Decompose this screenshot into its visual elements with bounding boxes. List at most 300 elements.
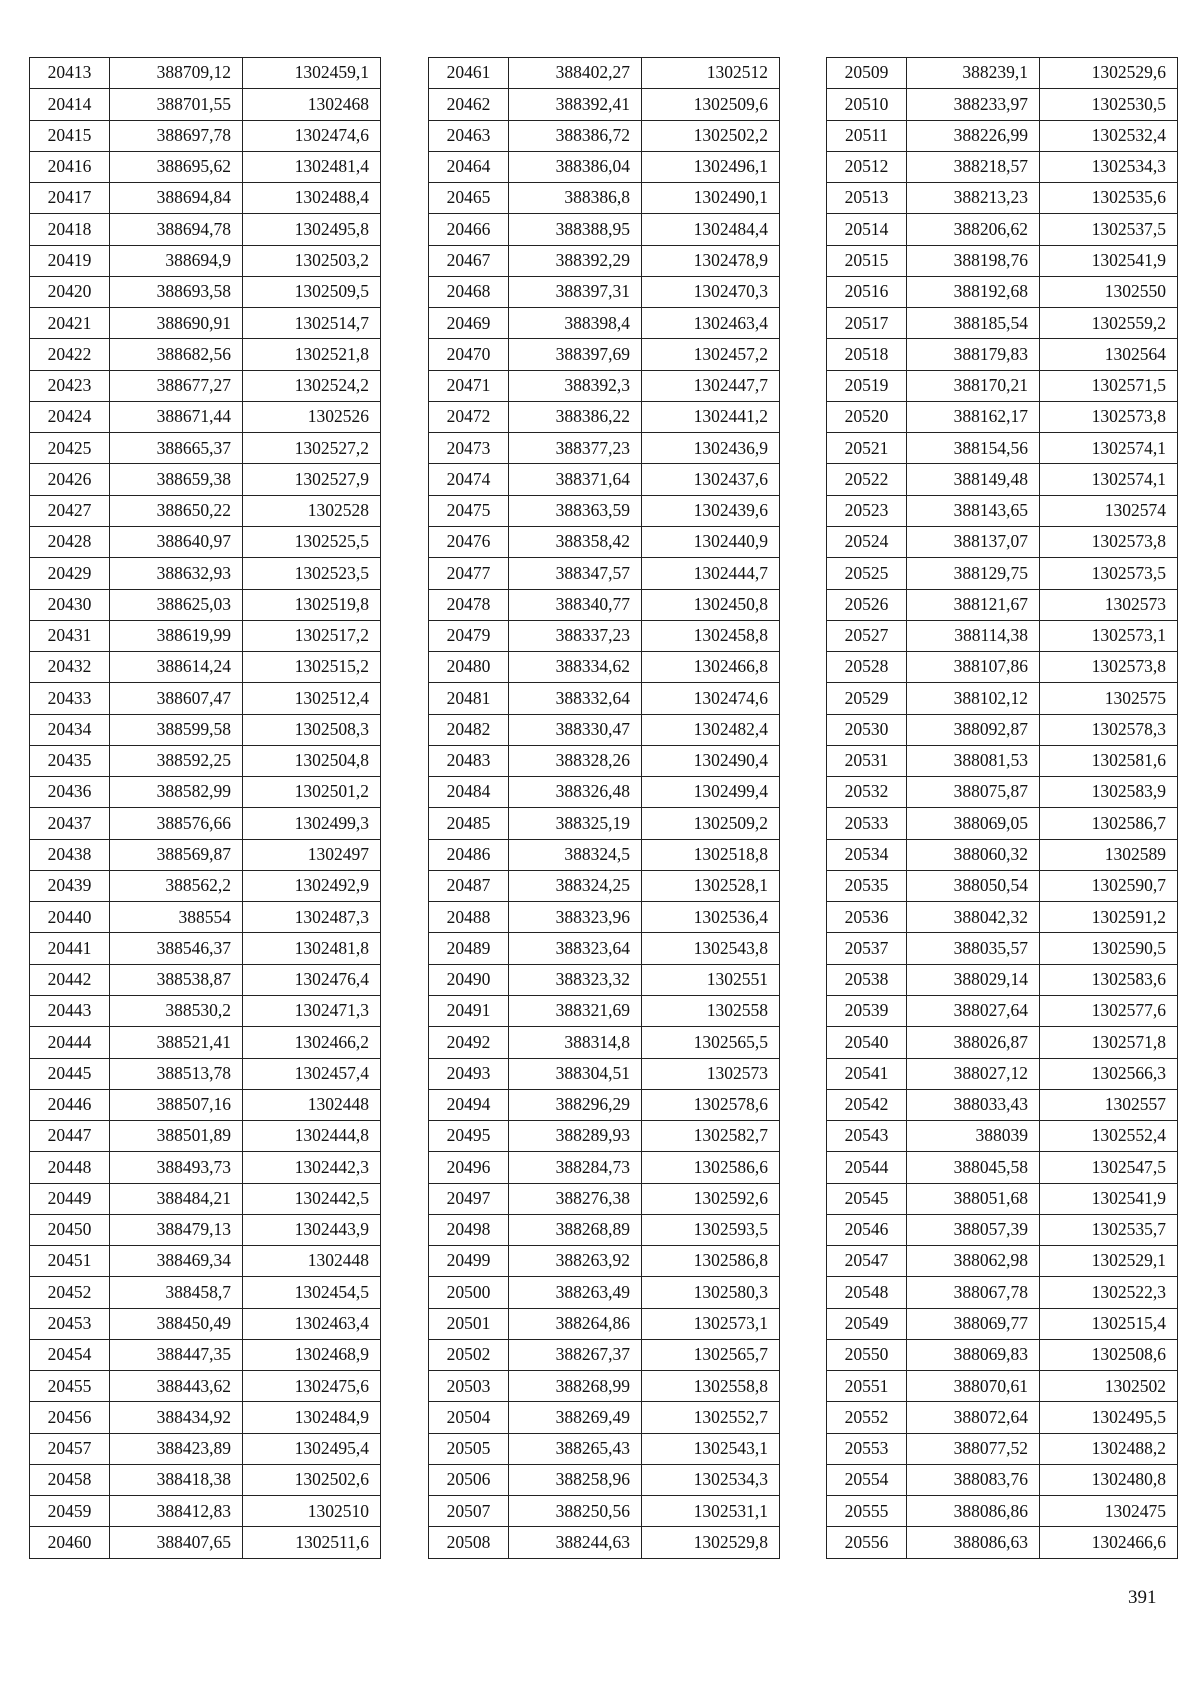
point-number-cell: 20487 <box>429 870 509 901</box>
point-number-cell: 20498 <box>429 1214 509 1245</box>
y-coordinate-cell: 1302564 <box>1040 339 1178 370</box>
x-coordinate-cell: 388701,55 <box>110 89 243 120</box>
point-number-cell: 20499 <box>429 1246 509 1277</box>
x-coordinate-cell: 388386,8 <box>509 183 642 214</box>
y-coordinate-cell: 1302437,6 <box>642 464 780 495</box>
point-number-cell: 20453 <box>30 1308 110 1339</box>
point-number-cell: 20542 <box>827 1089 907 1120</box>
table-row <box>827 276 1178 307</box>
point-number-cell: 20518 <box>827 339 907 370</box>
table-row <box>429 526 780 557</box>
point-number-cell: 20517 <box>827 308 907 339</box>
x-coordinate-cell: 388328,26 <box>509 745 642 776</box>
point-number-cell: 20543 <box>827 1121 907 1152</box>
point-number-cell: 20454 <box>30 1339 110 1370</box>
y-coordinate-cell: 1302511,6 <box>243 1527 381 1558</box>
point-number-cell: 20464 <box>429 151 509 182</box>
table-row <box>30 464 381 495</box>
table-row <box>429 870 780 901</box>
point-number-cell: 20535 <box>827 870 907 901</box>
table-row <box>30 714 381 745</box>
table-row <box>827 745 1178 776</box>
y-coordinate-cell: 1302529,1 <box>1040 1246 1178 1277</box>
y-coordinate-cell: 1302550 <box>1040 276 1178 307</box>
point-number-cell: 20440 <box>30 902 110 933</box>
table-row <box>827 1246 1178 1277</box>
y-coordinate-cell: 1302481,4 <box>243 151 381 182</box>
table-row <box>429 339 780 370</box>
y-coordinate-cell: 1302518,8 <box>642 839 780 870</box>
point-number-cell: 20496 <box>429 1152 509 1183</box>
point-number-cell: 20490 <box>429 964 509 995</box>
y-coordinate-cell: 1302527,9 <box>243 464 381 495</box>
point-number-cell: 20450 <box>30 1214 110 1245</box>
table-row <box>30 808 381 839</box>
point-number-cell: 20462 <box>429 89 509 120</box>
table-row <box>30 964 381 995</box>
y-coordinate-cell: 1302571,8 <box>1040 1027 1178 1058</box>
y-coordinate-cell: 1302482,4 <box>642 714 780 745</box>
table-row <box>30 370 381 401</box>
point-number-cell: 20551 <box>827 1371 907 1402</box>
table-row <box>429 745 780 776</box>
x-coordinate-cell: 388493,73 <box>110 1152 243 1183</box>
y-coordinate-cell: 1302457,4 <box>243 1058 381 1089</box>
x-coordinate-cell: 388250,56 <box>509 1496 642 1527</box>
y-coordinate-cell: 1302578,6 <box>642 1089 780 1120</box>
x-coordinate-cell: 388296,29 <box>509 1089 642 1120</box>
x-coordinate-cell: 388398,4 <box>509 308 642 339</box>
y-coordinate-cell: 1302577,6 <box>1040 995 1178 1026</box>
table-row <box>827 1308 1178 1339</box>
y-coordinate-cell: 1302529,8 <box>642 1527 780 1558</box>
x-coordinate-cell: 388607,47 <box>110 683 243 714</box>
y-coordinate-cell: 1302566,3 <box>1040 1058 1178 1089</box>
x-coordinate-cell: 388694,9 <box>110 245 243 276</box>
point-number-cell: 20540 <box>827 1027 907 1058</box>
point-number-cell: 20516 <box>827 276 907 307</box>
point-number-cell: 20426 <box>30 464 110 495</box>
x-coordinate-cell: 388358,42 <box>509 526 642 557</box>
y-coordinate-cell: 1302523,5 <box>243 558 381 589</box>
point-number-cell: 20484 <box>429 777 509 808</box>
point-number-cell: 20556 <box>827 1527 907 1558</box>
y-coordinate-cell: 1302571,5 <box>1040 370 1178 401</box>
x-coordinate-cell: 388075,87 <box>907 777 1040 808</box>
y-coordinate-cell: 1302484,4 <box>642 214 780 245</box>
x-coordinate-cell: 388265,43 <box>509 1433 642 1464</box>
point-number-cell: 20430 <box>30 589 110 620</box>
x-coordinate-cell: 388045,58 <box>907 1152 1040 1183</box>
table-row <box>429 245 780 276</box>
table-row <box>30 245 381 276</box>
coordinate-table-3 <box>826 57 1178 1559</box>
x-coordinate-cell: 388102,12 <box>907 683 1040 714</box>
x-coordinate-cell: 388192,68 <box>907 276 1040 307</box>
table-row <box>30 183 381 214</box>
x-coordinate-cell: 388026,87 <box>907 1027 1040 1058</box>
y-coordinate-cell: 1302586,7 <box>1040 808 1178 839</box>
x-coordinate-cell: 388418,38 <box>110 1464 243 1495</box>
y-coordinate-cell: 1302543,8 <box>642 933 780 964</box>
table-row <box>827 58 1178 89</box>
y-coordinate-cell: 1302466,8 <box>642 652 780 683</box>
table-row <box>827 964 1178 995</box>
y-coordinate-cell: 1302583,6 <box>1040 964 1178 995</box>
table-row <box>30 1527 381 1558</box>
x-coordinate-cell: 388051,68 <box>907 1183 1040 1214</box>
point-number-cell: 20511 <box>827 120 907 151</box>
point-number-cell: 20522 <box>827 464 907 495</box>
point-number-cell: 20472 <box>429 401 509 432</box>
table-row <box>827 558 1178 589</box>
x-coordinate-cell: 388324,5 <box>509 839 642 870</box>
table-row <box>429 183 780 214</box>
x-coordinate-cell: 388129,75 <box>907 558 1040 589</box>
y-coordinate-cell: 1302581,6 <box>1040 745 1178 776</box>
point-number-cell: 20429 <box>30 558 110 589</box>
x-coordinate-cell: 388070,61 <box>907 1371 1040 1402</box>
table-row <box>429 777 780 808</box>
y-coordinate-cell: 1302519,8 <box>243 589 381 620</box>
y-coordinate-cell: 1302552,4 <box>1040 1121 1178 1152</box>
table-row <box>30 1152 381 1183</box>
table-row <box>827 808 1178 839</box>
point-number-cell: 20515 <box>827 245 907 276</box>
x-coordinate-cell: 388276,38 <box>509 1183 642 1214</box>
y-coordinate-cell: 1302448 <box>243 1089 381 1120</box>
point-number-cell: 20502 <box>429 1339 509 1370</box>
x-coordinate-cell: 388530,2 <box>110 995 243 1026</box>
table-row <box>30 870 381 901</box>
point-number-cell: 20424 <box>30 401 110 432</box>
table-row <box>429 1214 780 1245</box>
point-number-cell: 20432 <box>30 652 110 683</box>
y-coordinate-cell: 1302442,5 <box>243 1183 381 1214</box>
y-coordinate-cell: 1302502,6 <box>243 1464 381 1495</box>
x-coordinate-cell: 388695,62 <box>110 151 243 182</box>
table-row <box>30 1371 381 1402</box>
y-coordinate-cell: 1302509,2 <box>642 808 780 839</box>
y-coordinate-cell: 1302481,8 <box>243 933 381 964</box>
table-row <box>827 1496 1178 1527</box>
y-coordinate-cell: 1302503,2 <box>243 245 381 276</box>
table-row <box>30 339 381 370</box>
y-coordinate-cell: 1302586,8 <box>642 1246 780 1277</box>
point-number-cell: 20510 <box>827 89 907 120</box>
x-coordinate-cell: 388121,67 <box>907 589 1040 620</box>
table-row <box>827 683 1178 714</box>
x-coordinate-cell: 388029,14 <box>907 964 1040 995</box>
x-coordinate-cell: 388569,87 <box>110 839 243 870</box>
table-row <box>429 683 780 714</box>
y-coordinate-cell: 1302527,2 <box>243 433 381 464</box>
point-number-cell: 20555 <box>827 1496 907 1527</box>
x-coordinate-cell: 388218,57 <box>907 151 1040 182</box>
point-number-cell: 20547 <box>827 1246 907 1277</box>
y-coordinate-cell: 1302508,3 <box>243 714 381 745</box>
y-coordinate-cell: 1302574,1 <box>1040 464 1178 495</box>
table-row <box>30 1402 381 1433</box>
point-number-cell: 20452 <box>30 1277 110 1308</box>
x-coordinate-cell: 388206,62 <box>907 214 1040 245</box>
y-coordinate-cell: 1302459,1 <box>243 58 381 89</box>
x-coordinate-cell: 388650,22 <box>110 495 243 526</box>
x-coordinate-cell: 388226,99 <box>907 120 1040 151</box>
y-coordinate-cell: 1302574 <box>1040 495 1178 526</box>
point-number-cell: 20447 <box>30 1121 110 1152</box>
y-coordinate-cell: 1302510 <box>243 1496 381 1527</box>
point-number-cell: 20478 <box>429 589 509 620</box>
x-coordinate-cell: 388709,12 <box>110 58 243 89</box>
point-number-cell: 20509 <box>827 58 907 89</box>
table-row <box>30 495 381 526</box>
table-row <box>827 1371 1178 1402</box>
x-coordinate-cell: 388554 <box>110 902 243 933</box>
point-number-cell: 20533 <box>827 808 907 839</box>
point-number-cell: 20507 <box>429 1496 509 1527</box>
table-row <box>827 1277 1178 1308</box>
table-row <box>30 526 381 557</box>
table-row <box>30 1246 381 1277</box>
point-number-cell: 20485 <box>429 808 509 839</box>
y-coordinate-cell: 1302492,9 <box>243 870 381 901</box>
x-coordinate-cell: 388107,86 <box>907 652 1040 683</box>
y-coordinate-cell: 1302436,9 <box>642 433 780 464</box>
y-coordinate-cell: 1302441,2 <box>642 401 780 432</box>
x-coordinate-cell: 388458,7 <box>110 1277 243 1308</box>
table-row <box>429 558 780 589</box>
point-number-cell: 20527 <box>827 620 907 651</box>
x-coordinate-cell: 388033,43 <box>907 1089 1040 1120</box>
x-coordinate-cell: 388659,38 <box>110 464 243 495</box>
table-row <box>827 495 1178 526</box>
table-row <box>429 495 780 526</box>
x-coordinate-cell: 388640,97 <box>110 526 243 557</box>
point-number-cell: 20469 <box>429 308 509 339</box>
point-number-cell: 20416 <box>30 151 110 182</box>
point-number-cell: 20427 <box>30 495 110 526</box>
y-coordinate-cell: 1302522,3 <box>1040 1277 1178 1308</box>
point-number-cell: 20449 <box>30 1183 110 1214</box>
y-coordinate-cell: 1302547,5 <box>1040 1152 1178 1183</box>
table-row <box>827 401 1178 432</box>
table-row <box>30 745 381 776</box>
x-coordinate-cell: 388284,73 <box>509 1152 642 1183</box>
table-row <box>429 120 780 151</box>
y-coordinate-cell: 1302490,1 <box>642 183 780 214</box>
point-number-cell: 20536 <box>827 902 907 933</box>
y-coordinate-cell: 1302508,6 <box>1040 1339 1178 1370</box>
point-number-cell: 20423 <box>30 370 110 401</box>
point-number-cell: 20488 <box>429 902 509 933</box>
y-coordinate-cell: 1302558,8 <box>642 1371 780 1402</box>
point-number-cell: 20413 <box>30 58 110 89</box>
table-row <box>827 1152 1178 1183</box>
x-coordinate-cell: 388069,83 <box>907 1339 1040 1370</box>
table-row <box>827 308 1178 339</box>
y-coordinate-cell: 1302495,5 <box>1040 1402 1178 1433</box>
y-coordinate-cell: 1302530,5 <box>1040 89 1178 120</box>
x-coordinate-cell: 388619,99 <box>110 620 243 651</box>
table-row <box>30 1183 381 1214</box>
point-number-cell: 20438 <box>30 839 110 870</box>
x-coordinate-cell: 388392,29 <box>509 245 642 276</box>
table-row <box>429 1339 780 1370</box>
y-coordinate-cell: 1302471,3 <box>243 995 381 1026</box>
x-coordinate-cell: 388062,98 <box>907 1246 1040 1277</box>
y-coordinate-cell: 1302509,5 <box>243 276 381 307</box>
y-coordinate-cell: 1302447,7 <box>642 370 780 401</box>
y-coordinate-cell: 1302496,1 <box>642 151 780 182</box>
table-row <box>30 558 381 589</box>
y-coordinate-cell: 1302593,5 <box>642 1214 780 1245</box>
table-row <box>827 1121 1178 1152</box>
y-coordinate-cell: 1302551 <box>642 964 780 995</box>
y-coordinate-cell: 1302468,9 <box>243 1339 381 1370</box>
table-row <box>30 683 381 714</box>
x-coordinate-cell: 388042,32 <box>907 902 1040 933</box>
point-number-cell: 20538 <box>827 964 907 995</box>
x-coordinate-cell: 388447,35 <box>110 1339 243 1370</box>
y-coordinate-cell: 1302509,6 <box>642 89 780 120</box>
table-row <box>429 652 780 683</box>
point-number-cell: 20441 <box>30 933 110 964</box>
x-coordinate-cell: 388143,65 <box>907 495 1040 526</box>
x-coordinate-cell: 388402,27 <box>509 58 642 89</box>
y-coordinate-cell: 1302573,8 <box>1040 401 1178 432</box>
point-number-cell: 20553 <box>827 1433 907 1464</box>
point-number-cell: 20548 <box>827 1277 907 1308</box>
x-coordinate-cell: 388027,64 <box>907 995 1040 1026</box>
table-row <box>429 839 780 870</box>
x-coordinate-cell: 388323,64 <box>509 933 642 964</box>
y-coordinate-cell: 1302543,1 <box>642 1433 780 1464</box>
x-coordinate-cell: 388323,32 <box>509 964 642 995</box>
y-coordinate-cell: 1302531,1 <box>642 1496 780 1527</box>
point-number-cell: 20446 <box>30 1089 110 1120</box>
table-row <box>429 433 780 464</box>
y-coordinate-cell: 1302448 <box>243 1246 381 1277</box>
point-number-cell: 20451 <box>30 1246 110 1277</box>
point-number-cell: 20460 <box>30 1527 110 1558</box>
y-coordinate-cell: 1302534,3 <box>1040 151 1178 182</box>
y-coordinate-cell: 1302574,1 <box>1040 433 1178 464</box>
point-number-cell: 20433 <box>30 683 110 714</box>
table-row <box>827 183 1178 214</box>
point-number-cell: 20458 <box>30 1464 110 1495</box>
point-number-cell: 20437 <box>30 808 110 839</box>
point-number-cell: 20524 <box>827 526 907 557</box>
table-row <box>827 933 1178 964</box>
x-coordinate-cell: 388484,21 <box>110 1183 243 1214</box>
x-coordinate-cell: 388694,84 <box>110 183 243 214</box>
y-coordinate-cell: 1302573 <box>1040 589 1178 620</box>
y-coordinate-cell: 1302488,2 <box>1040 1433 1178 1464</box>
point-number-cell: 20422 <box>30 339 110 370</box>
point-number-cell: 20466 <box>429 214 509 245</box>
x-coordinate-cell: 388170,21 <box>907 370 1040 401</box>
y-coordinate-cell: 1302541,9 <box>1040 1183 1178 1214</box>
table-row <box>429 1246 780 1277</box>
x-coordinate-cell: 388397,31 <box>509 276 642 307</box>
x-coordinate-cell: 388386,72 <box>509 120 642 151</box>
table-body <box>429 58 780 1559</box>
point-number-cell: 20420 <box>30 276 110 307</box>
x-coordinate-cell: 388546,37 <box>110 933 243 964</box>
x-coordinate-cell: 388269,49 <box>509 1402 642 1433</box>
y-coordinate-cell: 1302440,9 <box>642 526 780 557</box>
x-coordinate-cell: 388386,22 <box>509 401 642 432</box>
point-number-cell: 20528 <box>827 652 907 683</box>
y-coordinate-cell: 1302573,5 <box>1040 558 1178 589</box>
point-number-cell: 20549 <box>827 1308 907 1339</box>
table-row <box>429 1433 780 1464</box>
x-coordinate-cell: 388179,83 <box>907 339 1040 370</box>
table-row <box>827 433 1178 464</box>
x-coordinate-cell: 388149,48 <box>907 464 1040 495</box>
x-coordinate-cell: 388412,83 <box>110 1496 243 1527</box>
x-coordinate-cell: 388599,58 <box>110 714 243 745</box>
point-number-cell: 20476 <box>429 526 509 557</box>
x-coordinate-cell: 388069,05 <box>907 808 1040 839</box>
point-number-cell: 20531 <box>827 745 907 776</box>
table-row <box>429 276 780 307</box>
y-coordinate-cell: 1302528 <box>243 495 381 526</box>
x-coordinate-cell: 388371,64 <box>509 464 642 495</box>
point-number-cell: 20436 <box>30 777 110 808</box>
table-row <box>30 89 381 120</box>
x-coordinate-cell: 388304,51 <box>509 1058 642 1089</box>
x-coordinate-cell: 388321,69 <box>509 995 642 1026</box>
point-number-cell: 20508 <box>429 1527 509 1558</box>
table-row <box>827 1402 1178 1433</box>
point-number-cell: 20443 <box>30 995 110 1026</box>
x-coordinate-cell: 388086,86 <box>907 1496 1040 1527</box>
point-number-cell: 20523 <box>827 495 907 526</box>
y-coordinate-cell: 1302586,6 <box>642 1152 780 1183</box>
x-coordinate-cell: 388239,1 <box>907 58 1040 89</box>
table-row <box>827 370 1178 401</box>
point-number-cell: 20444 <box>30 1027 110 1058</box>
point-number-cell: 20445 <box>30 1058 110 1089</box>
table-row <box>429 964 780 995</box>
point-number-cell: 20497 <box>429 1183 509 1214</box>
point-number-cell: 20503 <box>429 1371 509 1402</box>
x-coordinate-cell: 388407,65 <box>110 1527 243 1558</box>
point-number-cell: 20480 <box>429 652 509 683</box>
x-coordinate-cell: 388263,92 <box>509 1246 642 1277</box>
x-coordinate-cell: 388185,54 <box>907 308 1040 339</box>
x-coordinate-cell: 388693,58 <box>110 276 243 307</box>
x-coordinate-cell: 388614,24 <box>110 652 243 683</box>
y-coordinate-cell: 1302532,4 <box>1040 120 1178 151</box>
table-row <box>827 1214 1178 1245</box>
y-coordinate-cell: 1302528,1 <box>642 870 780 901</box>
x-coordinate-cell: 388289,93 <box>509 1121 642 1152</box>
table-row <box>429 995 780 1026</box>
y-coordinate-cell: 1302541,9 <box>1040 245 1178 276</box>
x-coordinate-cell: 388538,87 <box>110 964 243 995</box>
point-number-cell: 20482 <box>429 714 509 745</box>
y-coordinate-cell: 1302488,4 <box>243 183 381 214</box>
table-row <box>30 58 381 89</box>
point-number-cell: 20514 <box>827 214 907 245</box>
y-coordinate-cell: 1302514,7 <box>243 308 381 339</box>
table-row <box>827 1058 1178 1089</box>
point-number-cell: 20534 <box>827 839 907 870</box>
x-coordinate-cell: 388682,56 <box>110 339 243 370</box>
